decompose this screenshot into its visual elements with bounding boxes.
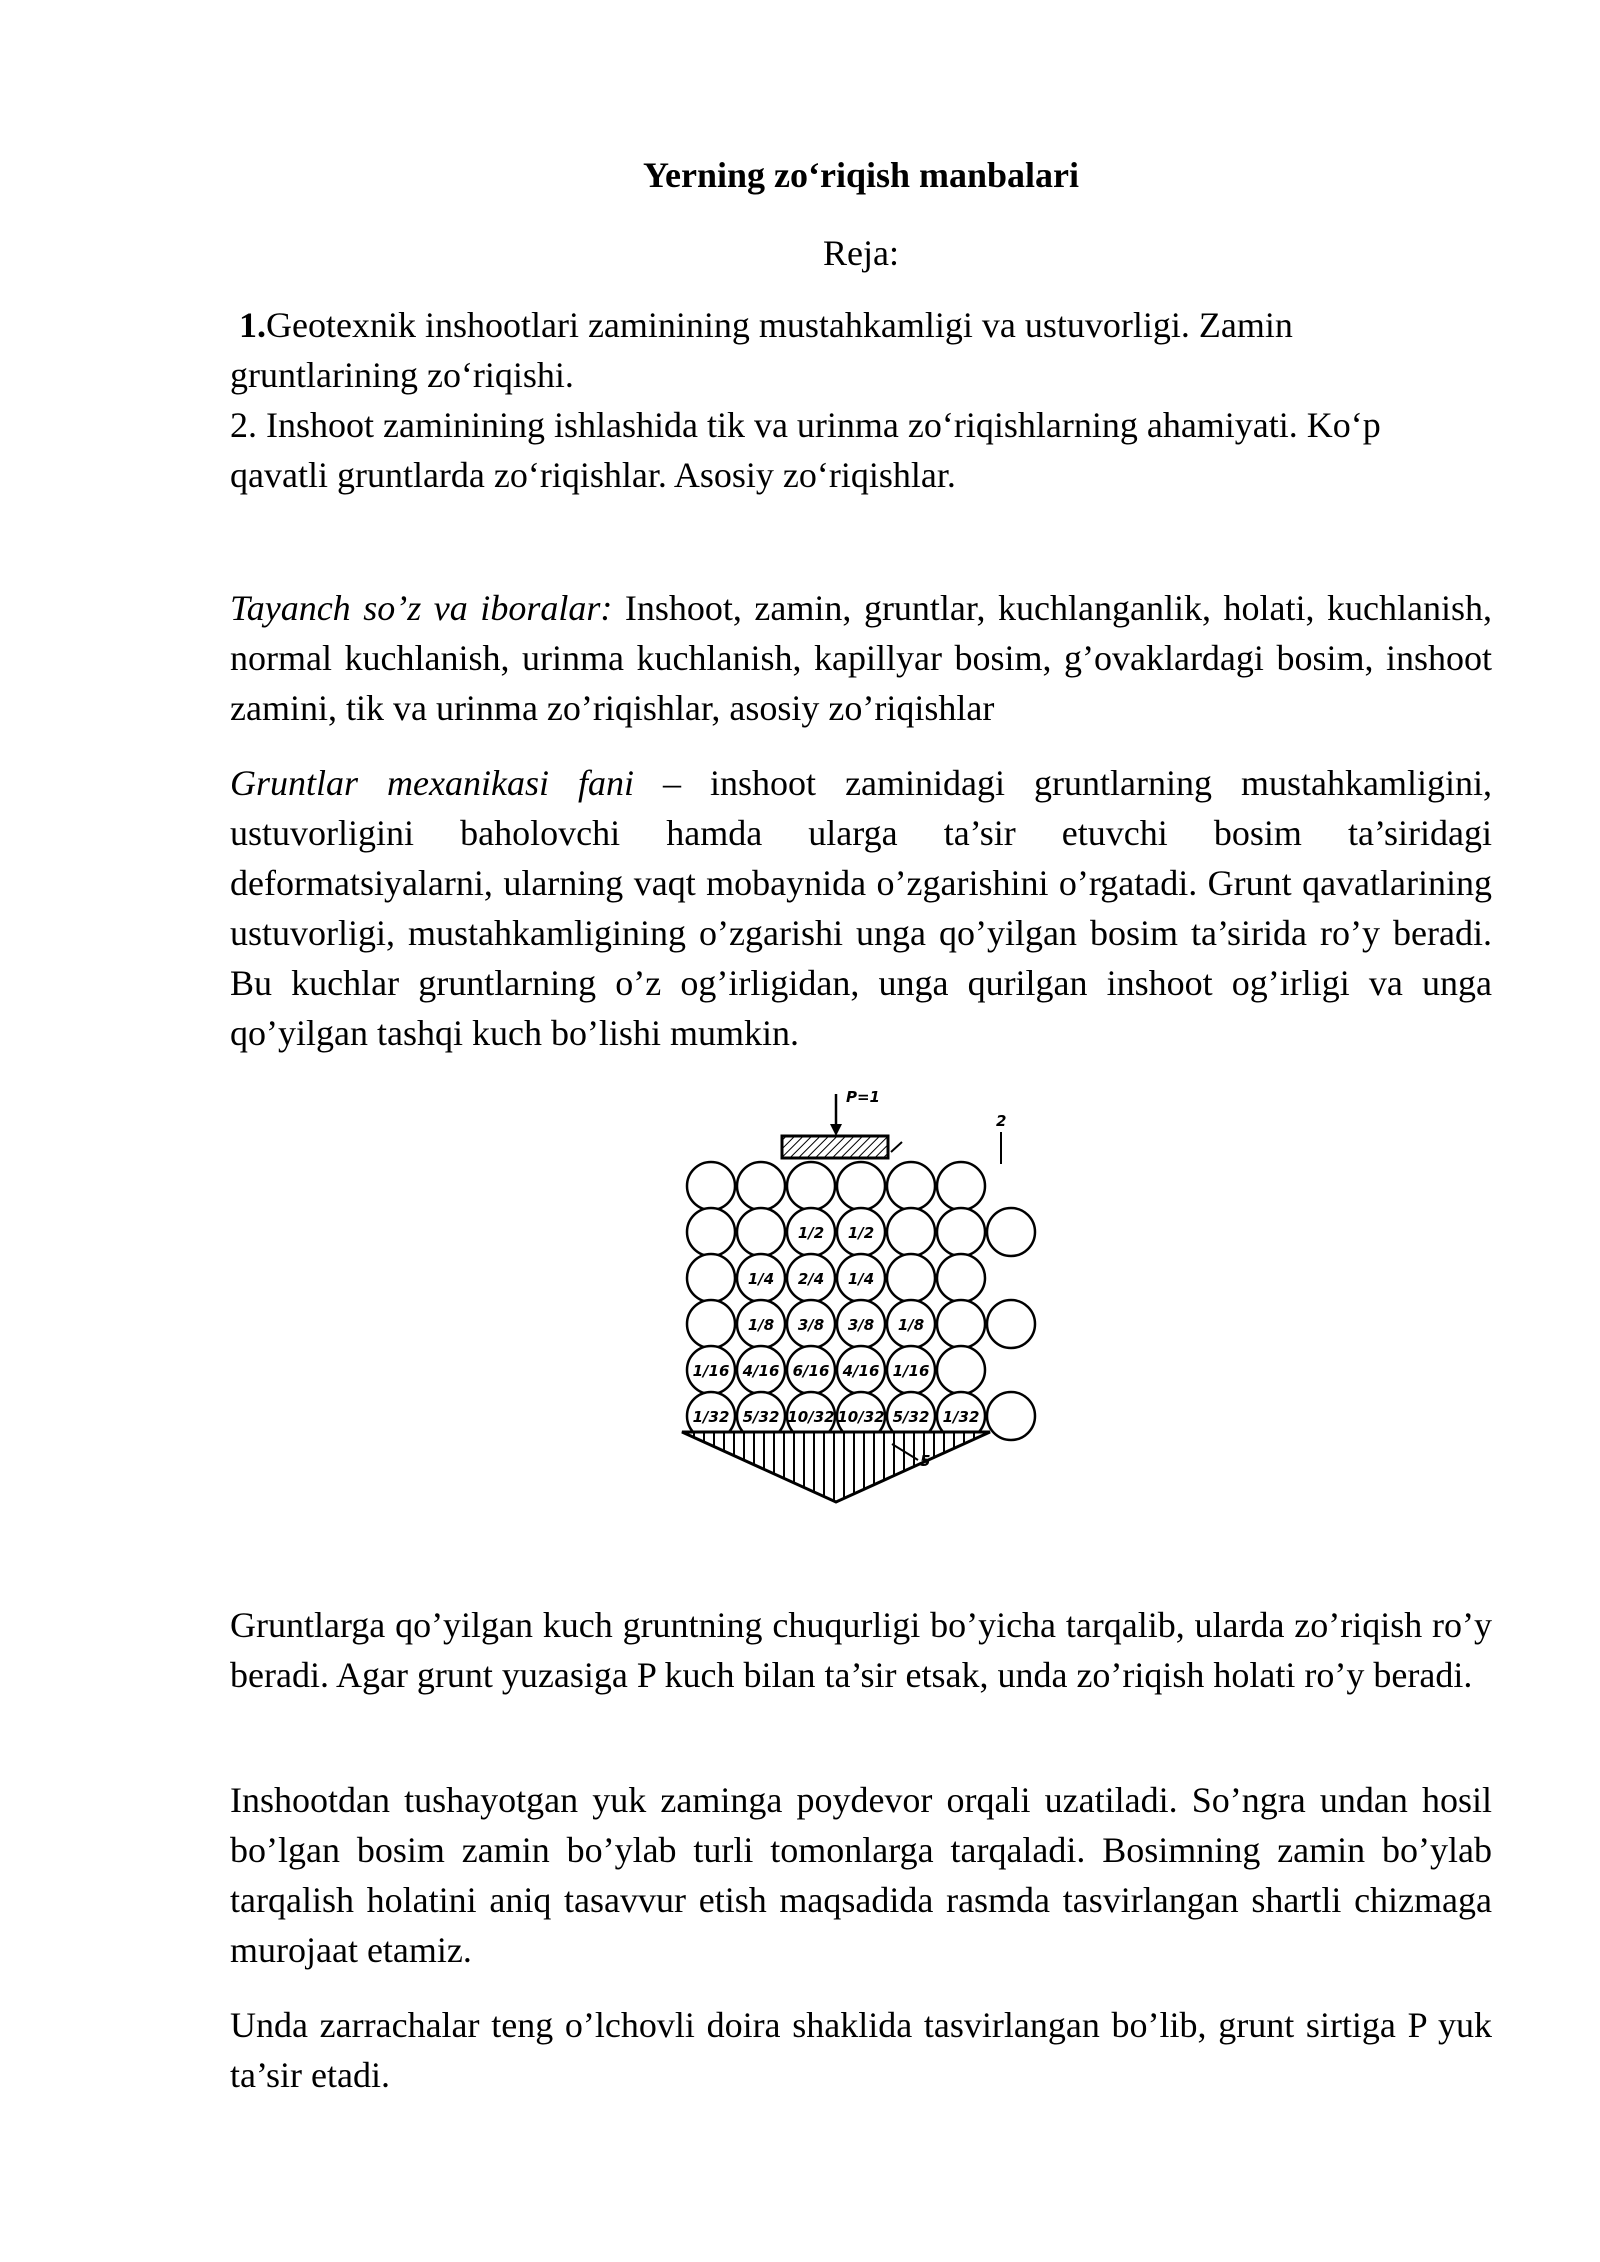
loading-plate bbox=[782, 1136, 888, 1158]
particle-load-label: 3/8 bbox=[847, 1316, 875, 1334]
particle-load-label: 1/2 bbox=[797, 1224, 825, 1242]
plan-item-1 bbox=[230, 300, 1410, 400]
keywords-text: Inshoot, zamin, gruntlar, kuchlanganlik, holati, kuchlanish, normal kuchlanish, urinma kuchlanish, kapillyar bosim, g’ovaklardagi bosim, inshoot zamini, tik va urinma zo’riqishlar, asosiy zo’riqishlar bbox=[230, 588, 1493, 728]
particle-load-label: 1/4 bbox=[847, 1270, 875, 1288]
particle-load-label: 1/32 bbox=[692, 1408, 730, 1426]
label-5: 5 bbox=[920, 1452, 931, 1470]
definition-text: – inshoot zaminidagi gruntlarning mustahkamligini, ustuvorligini baholovchi hamda ularga ta’sir etuvchi bosim ta’siridagi deformatsiyalarni, ularning vaqt mobaynida o’zgarishini o’rgatadi. Grunt qavatlarining ustuvorligi, mustahkamligining o’zgarishi unga qo’yilgan bosim ta’sirida ro’y beradi. Bu kuchlar gruntlarning o’z og’irligidan, unga qurilgan inshoot og’irligi va unga qo’yilgan tashqi kuch bo’lishi mumkin. bbox=[230, 763, 1492, 1053]
keywords-label: Tayanch so’z va iboralar: bbox=[230, 588, 613, 628]
particle-load-label: 1/32 bbox=[942, 1408, 980, 1426]
soil-particle bbox=[787, 1162, 835, 1210]
particle-load-label: 10/32 bbox=[787, 1408, 835, 1426]
soil-particle bbox=[937, 1254, 985, 1302]
particle-load-label: 1/16 bbox=[692, 1362, 730, 1380]
soil-particle bbox=[737, 1162, 785, 1210]
particle-load-label: 6/16 bbox=[792, 1362, 830, 1380]
particle-load-label: 10/32 bbox=[837, 1408, 885, 1426]
soil-particle bbox=[737, 1208, 785, 1256]
soil-particle bbox=[887, 1162, 935, 1210]
soil-particle bbox=[937, 1300, 985, 1348]
plan-list bbox=[230, 300, 1410, 500]
force-arrowhead bbox=[830, 1124, 842, 1136]
paragraph-2 bbox=[230, 1775, 1492, 1975]
soil-particle bbox=[687, 1254, 735, 1302]
definition-term: Gruntlar mexanikasi fani bbox=[230, 763, 635, 803]
paragraph-1 bbox=[230, 1600, 1492, 1700]
particle-load-label: 1/4 bbox=[747, 1270, 775, 1288]
particle-load-label: 5/32 bbox=[742, 1408, 780, 1426]
soil-particle bbox=[987, 1208, 1035, 1256]
soil-particle bbox=[887, 1254, 935, 1302]
particle-load-label: 3/8 bbox=[797, 1316, 825, 1334]
particle-load-label: 5/32 bbox=[892, 1408, 930, 1426]
force-label: P=1 bbox=[846, 1088, 880, 1106]
document-title: Yerning zo‘riqish manbalari bbox=[642, 155, 1080, 195]
soil-particle bbox=[937, 1162, 985, 1210]
plan-item-2-number: 2. bbox=[230, 405, 257, 445]
soil-particle bbox=[987, 1392, 1035, 1440]
plan-item-2 bbox=[230, 400, 1410, 500]
particle-load-label: 4/16 bbox=[742, 1362, 780, 1380]
particle-load-label: 1/16 bbox=[892, 1362, 930, 1380]
particle-load-label: 4/16 bbox=[842, 1362, 880, 1380]
particle-load-label: 1/8 bbox=[897, 1316, 925, 1334]
document-title-block bbox=[230, 150, 1492, 200]
label-2: 2 bbox=[996, 1112, 1007, 1130]
particle-load-label: 1/8 bbox=[747, 1316, 775, 1334]
definition-paragraph bbox=[230, 758, 1492, 1058]
plan-item-1-number: 1. bbox=[239, 305, 266, 345]
paragraph-3-text: Unda zarrachalar teng o’lchovli doira shaklida tasvirlangan bo’lib, grunt sirtiga P yuk ta’sir etadi. bbox=[230, 2005, 1492, 2095]
stress-distribution-diagram bbox=[670, 1082, 1060, 1512]
particle-grid bbox=[687, 1162, 1035, 1440]
keywords-paragraph bbox=[230, 583, 1492, 733]
soil-particle bbox=[687, 1300, 735, 1348]
paragraph-3 bbox=[230, 2000, 1492, 2100]
paragraph-1-text: Gruntlarga qo’yilgan kuch gruntning chuqurligi bo’yicha tarqalib, ularda zo’riqish ro’y beradi. Agar grunt yuzasiga P kuch bilan ta’sir etsak, unda zo’riqish holati ro’y beradi. bbox=[230, 1605, 1492, 1695]
particle-load-label: 1/2 bbox=[847, 1224, 875, 1242]
plan-item-1-text: Geotexnik inshootlari zaminining mustahkamligi va ustuvorligi. Zamin gruntlarining zo‘riqishi. bbox=[230, 305, 1293, 395]
soil-particle bbox=[687, 1208, 735, 1256]
soil-particle bbox=[937, 1346, 985, 1394]
particle-load-label: 2/4 bbox=[797, 1270, 825, 1288]
stress-distribution-figure bbox=[670, 1082, 1060, 1512]
soil-particle bbox=[887, 1208, 935, 1256]
soil-particle bbox=[687, 1162, 735, 1210]
soil-particle bbox=[837, 1162, 885, 1210]
paragraph-2-text: Inshootdan tushayotgan yuk zaminga poydevor orqali uzatiladi. So’ngra undan hosil bo’lgan bosim zamin bo’ylab turli tomonlarga tarqaladi. Bosimning zamin bo’ylab tarqalish holatini aniq tasavvur etish maqsadida rasmda tasvirlangan shartli chizmaga murojaat etamiz. bbox=[230, 1780, 1492, 1970]
plate-leader bbox=[891, 1142, 902, 1152]
pressure-diagram bbox=[682, 1432, 990, 1502]
soil-particle bbox=[987, 1300, 1035, 1348]
plan-item-2-text: Inshoot zaminining ishlashida tik va urinma zo‘riqishlarning ahamiyati. Ko‘p qavatli gruntlarda zo‘riqishlar. Asosiy zo‘riqishlar. bbox=[230, 405, 1381, 495]
soil-particle bbox=[937, 1208, 985, 1256]
plan-heading: Reja: bbox=[823, 233, 899, 273]
